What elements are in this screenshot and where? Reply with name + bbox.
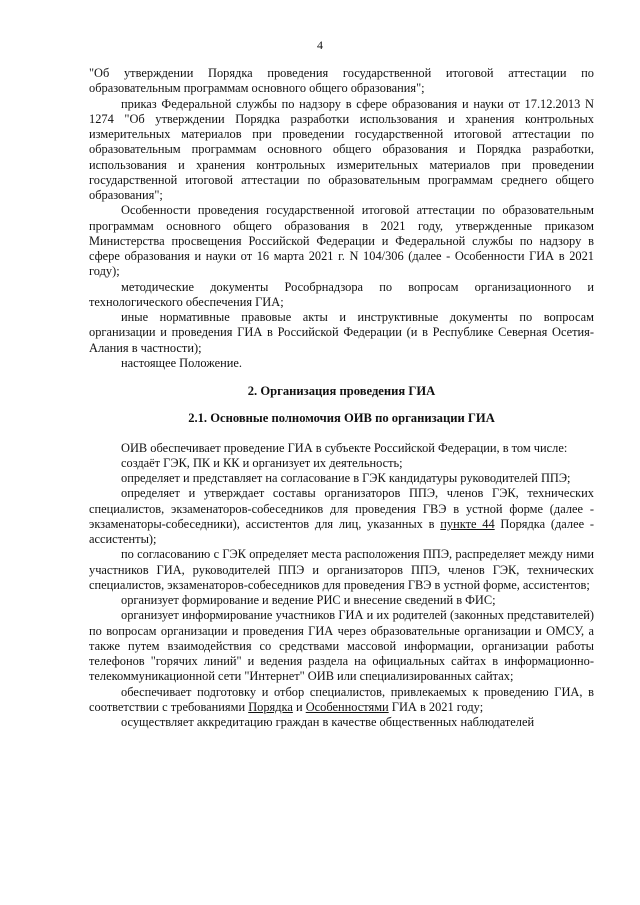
- paragraph: настоящее Положение.: [121, 355, 242, 370]
- paragraph: по согласованию с ГЭК определяет места расположения ППЭ, распределяет между ними участников ГИА, руководителей ППЭ и организаторов ППЭ, членов ГЭК, технических специалистов, экзаменаторов-собеседников для проведения ГВЭ в устной форме, ассистентов;: [89, 547, 594, 592]
- paragraph: приказ Федеральной службы по надзору в сфере образования и науки от 17.12.2013 N 1274 "Об утверждении Порядка разработки использования и хранения контрольных измерительных материалов при проведении государственной итоговой аттестации по образовательным программам основного общего образования и Порядка разработки, использования и хранения контрольных измерительных материалов при проведении государственной итоговой аттестации по образовательным программам среднего общего образования";: [89, 96, 594, 202]
- subsection-heading: 2.1. Основные полномочия ОИВ по организации ГИА: [188, 411, 495, 426]
- paragraph: осуществляет аккредитацию граждан в качестве общественных наблюдателей: [121, 715, 535, 729]
- paragraph-text: определяет и утверждает составы организаторов ППЭ, членов ГЭК, технических специалистов, экзаменаторов-собеседников для проведения ГВЭ в устной форме (далее - экзаменаторы-собеседники), ассистентов для лиц, указанных в: [89, 486, 594, 531]
- paragraph-text: и: [292, 699, 306, 714]
- paragraph: Особенности проведения государственной итоговой аттестации по образовательным программам основного общего образования в 2021 году, утвержденные приказом Министерства просвещения Российской Федерации и Федеральной службы по надзору в сфере образования и науки от 16 марта 2021 г. N 104/306 (далее - Особенности ГИА в 2021 году);: [89, 203, 594, 279]
- paragraph: создаёт ГЭК, ПК и КК и организует их деятельность;: [121, 455, 403, 470]
- paragraph-text: обеспечивает подготовку и отбор специалистов, привлекаемых к проведению ГИА, в соответствии с требованиями: [89, 684, 594, 714]
- paragraph: [89, 486, 594, 547]
- paragraph: организует формирование и ведение РИС и внесение сведений в ФИС;: [121, 593, 496, 607]
- paragraph: методические документы Рособрнадзора по вопросам организационного и технологического обеспечения ГИА;: [89, 279, 594, 309]
- document-body: [89, 66, 594, 730]
- link-osobennosti[interactable]: Особенностями: [305, 699, 389, 714]
- paragraph-text: ГИА в 2021 году;: [388, 699, 484, 714]
- section-heading: 2. Организация проведения ГИА: [247, 384, 436, 398]
- paragraph: организует информирование участников ГИА и их родителей (законных представителей) по вопросам организации и проведения ГИА через образовательные организации и ОМСУ, а также путем взаимодействия со средствами массовой информации, организации работы телефонов "горячих линий" и ведения раздела на официальных сайтах в информационно-телекоммуникационной сети "Интернет" ОИВ или специализированных сайтах;: [89, 608, 594, 684]
- paragraph: ОИВ обеспечивает проведение ГИА в субъекте Российской Федерации, в том числе:: [121, 440, 568, 455]
- paragraph: определяет и представляет на согласование в ГЭК кандидатуры руководителей ППЭ;: [121, 471, 571, 485]
- paragraph-text: Порядка (далее - ассистенты);: [89, 516, 594, 546]
- link-point-44[interactable]: пункте 44: [440, 516, 495, 531]
- paragraph: "Об утверждении Порядка проведения государственной итоговой аттестации по образовательным программам основного общего образования";: [89, 66, 594, 96]
- page-number: 4: [317, 38, 323, 52]
- paragraph: иные нормативные правовые акты и инструктивные документы по вопросам организации и проведения ГИА в Российской Федерации (и в Республике Северная Осетия-Алания в частности);: [89, 310, 594, 355]
- link-poryadok[interactable]: Порядка: [248, 699, 293, 714]
- paragraph: [89, 685, 594, 716]
